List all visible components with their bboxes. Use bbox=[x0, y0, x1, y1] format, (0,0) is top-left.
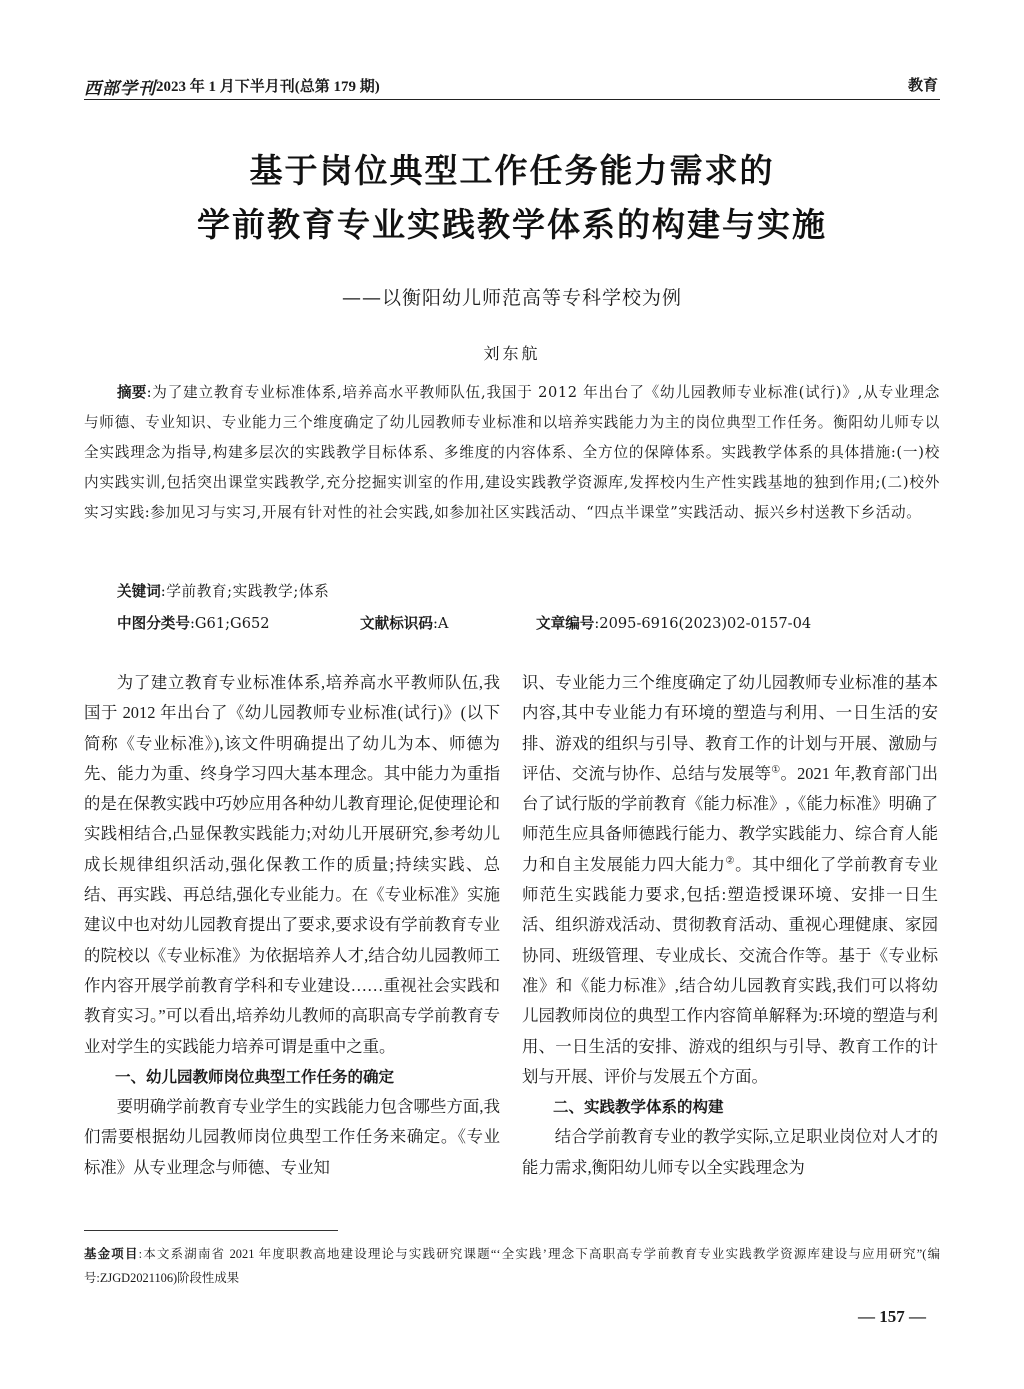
page-number: — 157 — bbox=[858, 1307, 926, 1326]
article-number bbox=[536, 612, 811, 633]
clc-value: :G61;G652 bbox=[189, 615, 270, 632]
funding-footnote bbox=[84, 1242, 940, 1290]
article-title-line-1: 基于岗位典型工作任务能力需求的 bbox=[249, 151, 775, 190]
body-paragraph bbox=[522, 668, 938, 1092]
body-paragraph: 结合学前教育专业的教学实际,立足职业岗位对人才的能力需求,衡阳幼儿师专以全实践理念为 bbox=[522, 1127, 938, 1177]
body-text: 。其中细化了学前教育专业师范生实践能力要求,包括:塑造授课环境、安排一日生活、组织游戏活动、贯彻教育活动、重视心理健康、家园协同、班级管理、专业成长、交流合作等。基于《专业标准》和《能力标准》,结合幼儿园教育实践,我们可以将幼儿园教师岗位的典型工作内容简单解释为:环境的塑造与利用、一日生活的安排、游戏的组织与引导、教育工作的计划与开展、评价与发展五个方面。 bbox=[522, 854, 939, 1086]
article-number-value: :2095-6916(2023)02-0157-04 bbox=[594, 615, 812, 632]
body-text: 。2021 年,教育部门出台了试行版的学前教育《能力标准》,《能力标准》明确了师范生应具备师德践行能力、教学实践能力、综合育人能力和自主发展能力四大能力 bbox=[522, 763, 939, 874]
abstract-label: 摘要 bbox=[117, 384, 147, 401]
footnote-label: 基金项目 bbox=[84, 1246, 139, 1261]
classification-line bbox=[117, 612, 937, 636]
issue-info: 2023 年 1 月下半月刊(总第 179 期) bbox=[156, 79, 380, 95]
section-heading-2: 二、实践教学体系的构建 bbox=[553, 1098, 724, 1117]
footnote-ref-1: ① bbox=[771, 764, 781, 776]
doc-code-value: :A bbox=[432, 615, 449, 632]
body-text: 识、专业能力三个维度确定了幼儿园教师专业标准的基本内容,其中专业能力有环境的塑造与利用、一日生活的安排、游戏的组织与引导、教育工作的计划与开展、激励与评估、交流与协作、总结与发展等 bbox=[522, 673, 938, 783]
abstract bbox=[84, 378, 940, 528]
body-paragraph: 为了建立教育专业标准体系,培养高水平教师队伍,我国于 2012 年出台了《幼儿园教师专业标准(试行)》(以下简称《专业标准》),该文件明确提出了幼儿为本、师德为先、能力为重、终身学习四大基本理念。其中能力为重指的是在保教实践中巧妙应用各种幼儿教育理论,促使理论和实践相结合,凸显保教实践能力;对幼儿开展研究,参考幼儿成长规律组织活动,强化保教工作的质量;持续实践、总结、再实践、再总结,强化专业能力。在《专业标准》实施建议中也对幼儿园教育提出了要求,要求设有学前教育专业的院校以《专业标准》为依据培养人才,结合幼儿园教师工作内容开展学前教育学科和专业建设……重视社会实践和教育实习。”可以看出,培养幼儿教师的高职高专学前教育专业对学生的实践能力培养可谓是重中之重。 bbox=[84, 673, 500, 1056]
body-column-left bbox=[84, 668, 500, 1183]
article-number-label: 文章编号 bbox=[536, 615, 595, 632]
running-head bbox=[84, 70, 940, 100]
document-code bbox=[360, 612, 448, 633]
journal-logo: 西部学刊 bbox=[84, 79, 156, 99]
footnote-rule bbox=[84, 1230, 338, 1231]
article-subtitle: ——以衡阳幼儿师范高等专科学校为例 bbox=[341, 287, 682, 309]
clc-label: 中图分类号 bbox=[117, 615, 190, 632]
doc-code-label: 文献标识码 bbox=[360, 615, 433, 632]
body-column-right bbox=[522, 668, 938, 1183]
footnote-text: :本文系湖南省 2021 年度职教高地建设理论与实践研究课题“‘全实践’理念下高职高专学前教育专业实践教学资源库建设与应用研究”(编号:ZJGD2021106)阶段性成果 bbox=[84, 1247, 941, 1285]
keywords-text: :学前教育;实践教学;体系 bbox=[160, 583, 330, 600]
clc-number bbox=[117, 612, 270, 633]
abstract-text: :为了建立教育专业标准体系,培养高水平教师队伍,我国于 2012 年出台了《幼儿园教师专业标准(试行)》,从专业理念与师德、专业知识、专业能力三个维度确定了幼儿园教师专业标准和以培养实践能力为主的岗位典型工作任务。衡阳幼儿师专以全实践理念为指导,构建多层次的实践教学目标体系、多维度的内容体系、全方位的保障体系。实践教学体系的具体措施:(一)校内实践实训,包括突出课堂实践教学,充分挖掘实训室的作用,建设实践教学资源库,发挥校内生产性实践基地的独到作用;(二)校外实习实践:参加见习与实习,开展有针对性的社会实践,如参加社区实践活动、“四点半课堂”实践活动、振兴乡村送教下乡活动。 bbox=[84, 384, 940, 521]
author-name: 刘东航 bbox=[483, 344, 541, 363]
article-title-line-2: 学前教育专业实践教学体系的构建与实施 bbox=[197, 205, 827, 244]
section-name: 教育 bbox=[907, 76, 938, 94]
keywords bbox=[117, 580, 937, 601]
footnote-ref-2: ② bbox=[725, 855, 736, 867]
section-heading-1: 一、幼儿园教师岗位典型工作任务的确定 bbox=[115, 1067, 395, 1086]
keywords-label: 关键词 bbox=[117, 583, 161, 600]
body-paragraph: 要明确学前教育专业学生的实践能力包含哪些方面,我们需要根据幼儿园教师岗位典型工作任务来确定。《专业标准》从专业理念与师德、专业知 bbox=[84, 1097, 500, 1177]
